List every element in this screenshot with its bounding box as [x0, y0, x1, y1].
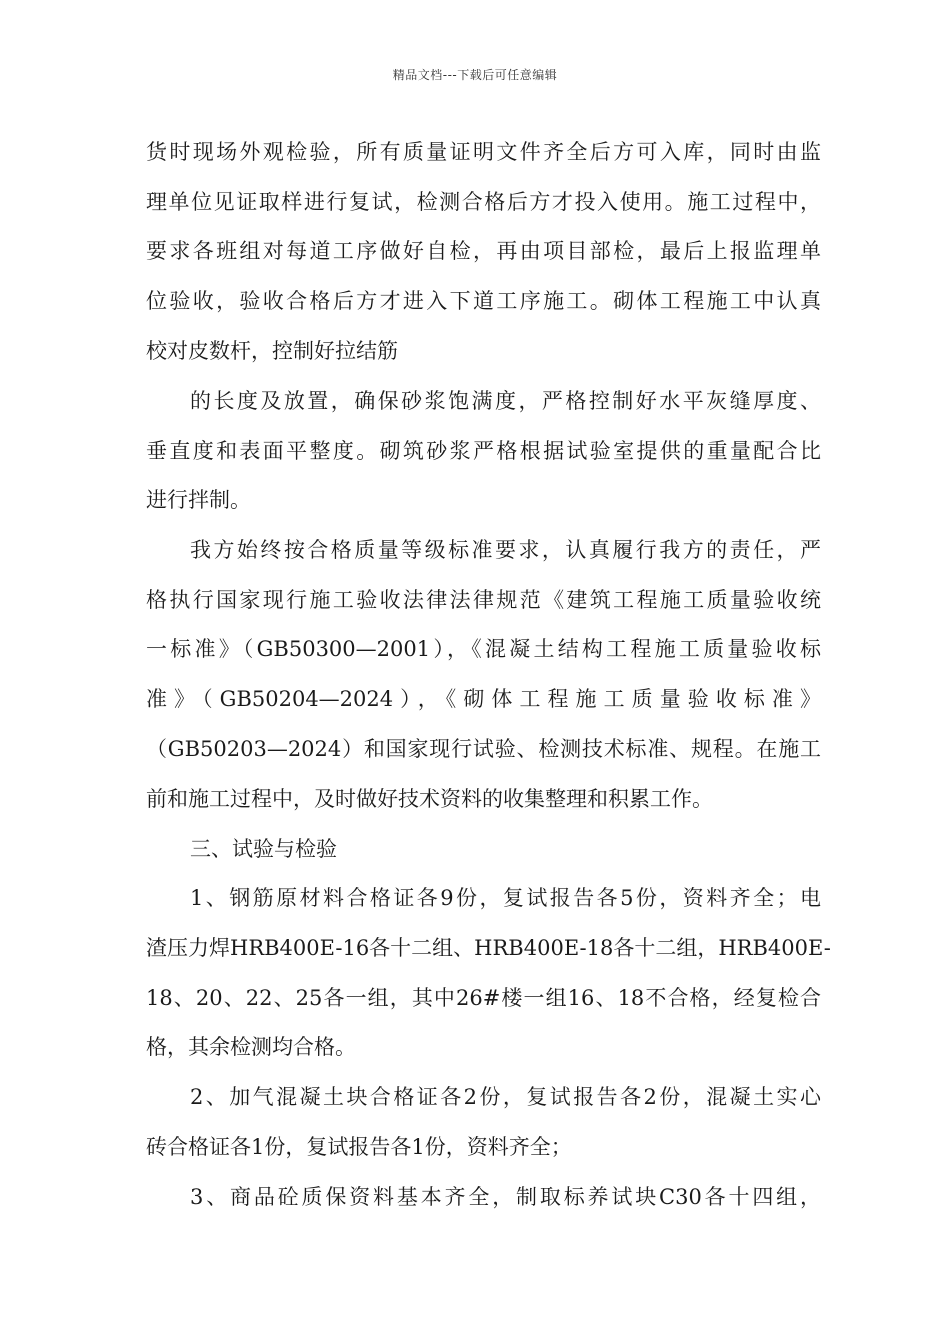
paragraph-line: 要求各班组对每道工序做好自检，再由项目部检，最后上报监理单: [146, 239, 821, 263]
paragraph-line: 格执行国家现行施工验收法律法律规范《建筑工程施工质量验收统: [146, 588, 821, 612]
paragraph-line: 砖合格证各1份，复试报告各1份，资料齐全；: [146, 1135, 572, 1159]
paragraph-line: 的长度及放置，确保砂浆饱满度，严格控制好水平灰缝厚度、: [190, 389, 821, 413]
paragraph-line: 18、20、22、25各一组，其中26#楼一组16、18不合格，经复检合: [146, 986, 821, 1010]
paragraph-line: 2、加气混凝土块合格证各2份，复试报告各2份，混凝土实心: [190, 1085, 821, 1109]
paragraph-line: 位验收，验收合格后方才进入下道工序施工。砌体工程施工中认真: [146, 289, 821, 313]
paragraph-line: 货时现场外观检验，所有质量证明文件齐全后方可入库，同时由监: [146, 140, 821, 164]
paragraph-line: （GB50203—2024）和国家现行试验、检测技术标准、规程。在施工: [146, 737, 821, 761]
paragraph-line: 进行拌制。: [146, 488, 251, 512]
paragraph-line: 渣压力焊HRB400E-16各十二组、HRB400E-18各十二组，HRB400E-: [146, 936, 831, 960]
paragraph-line: 理单位见证取样进行复试，检测合格后方才投入使用。施工过程中，: [146, 190, 821, 214]
paragraph-line: 3、商品砼质保资料基本齐全，制取标养试块C30各十四组，: [190, 1185, 821, 1209]
paragraph-line: 前和施工过程中，及时做好技术资料的收集整理和积累工作。: [146, 787, 713, 811]
section-heading: 三、试验与检验: [190, 837, 337, 861]
paragraph-line: 1、钢筋原材料合格证各9份，复试报告各5份，资料齐全；电: [190, 886, 821, 910]
paragraph-line: 一标准》（GB50300—2001），《混凝土结构工程施工质量验收标: [146, 637, 821, 661]
page-header: 精品文档---下载后可任意编辑: [392, 68, 558, 82]
paragraph-line: 垂直度和表面平整度。砌筑砂浆严格根据试验室提供的重量配合比: [146, 439, 821, 463]
paragraph-line: 准》（GB50204—2024），《砌体工程施工质量验收标准》: [146, 687, 821, 711]
paragraph-line: 格，其余检测均合格。: [146, 1035, 356, 1059]
paragraph-line: 校对皮数杆，控制好拉结筋: [146, 339, 398, 363]
paragraph-line: 我方始终按合格质量等级标准要求，认真履行我方的责任，严: [190, 538, 821, 562]
